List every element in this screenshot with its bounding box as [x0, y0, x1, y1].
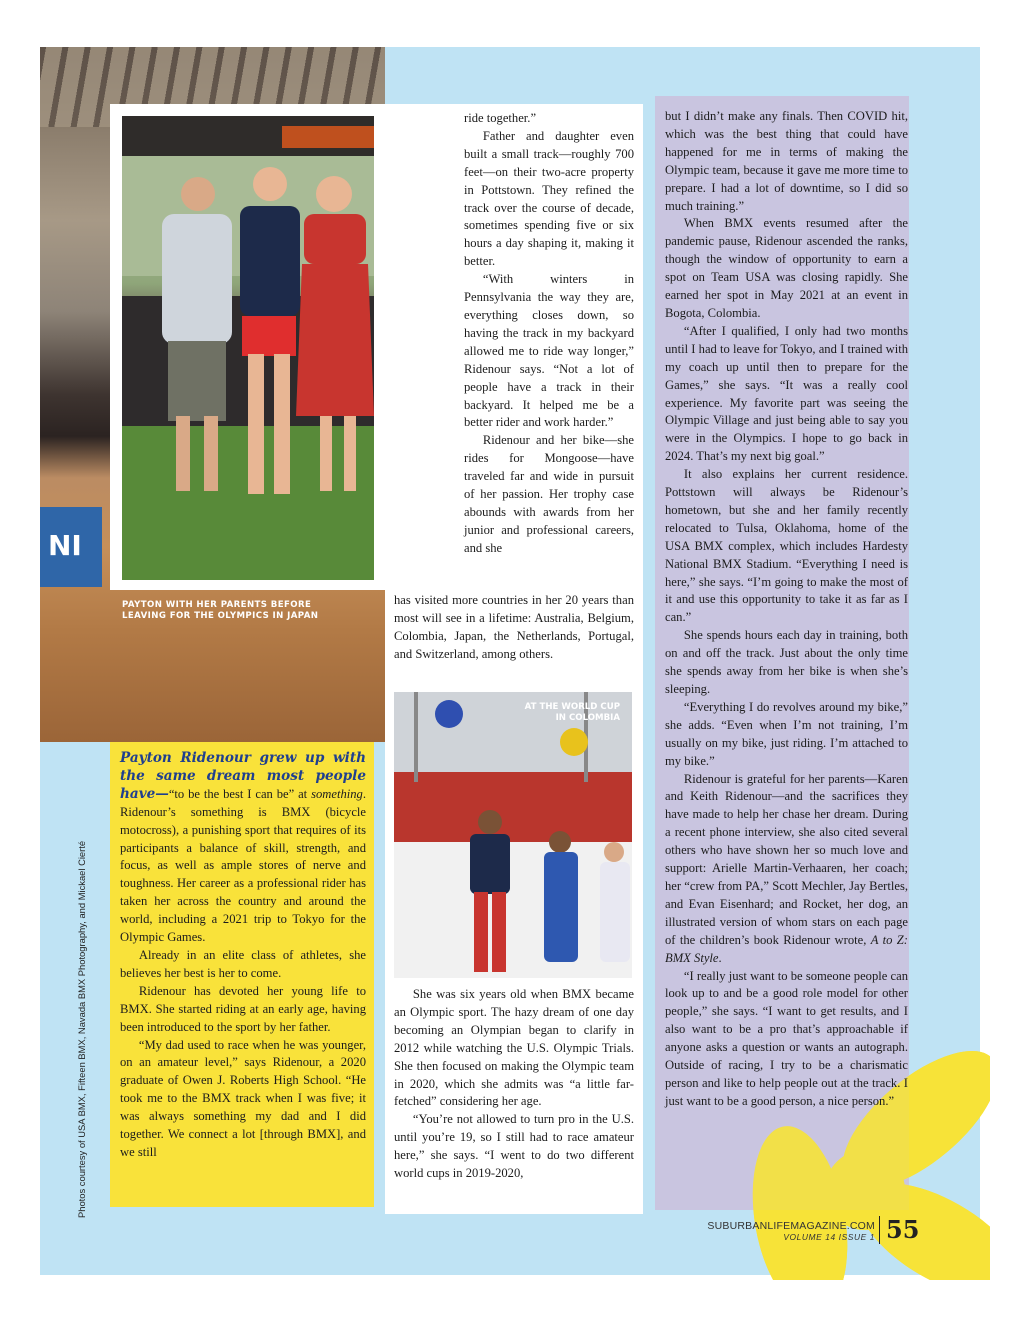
parents-photo-caption: PAYTON WITH HER PARENTS BEFORE LEAVING FOR THE OLYMPICS IN JAPAN [122, 600, 319, 621]
right-paragraph-4: It also explains her current residence. Pottstown will always be Ridenour’s hometown, but she and her family recently relocated to Tulsa, Oklahoma, home of the USA BMX complex, which includes Hardesty National BMX Stadium. “Everything I need is here,” she says. “I’m going to make the most of it and use this opportunity to take it as far as I can.” [665, 467, 908, 625]
footer-site: SUBURBANLIFEMAGAZINE.COM [707, 1220, 875, 1232]
middle-column-bottom-text [394, 986, 634, 1183]
world-cup-photo [394, 692, 632, 978]
parents-photo-overlay [122, 116, 374, 580]
left-paragraph-3: Ridenour has devoted her young life to BMX. She started riding at an early age, having been introduced to the sport by her father. [120, 983, 366, 1034]
footer-volume: VOLUME 14 ISSUE 1 [783, 1232, 875, 1242]
right-paragraph-7 [665, 771, 908, 968]
left-column-text [120, 750, 366, 1162]
middle-paragraph-1: ride together.” [464, 111, 537, 125]
middle-paragraph-4a: Ridenour and her bike—she rides for Mongoose—have traveled far and wide in pursuit of her passion. Her trophy case abounds with awards from her junior and professional careers, and she [464, 433, 634, 555]
world-cup-caption: AT THE WORLD CUP IN COLOMBIA [524, 702, 620, 723]
right-paragraph-7a: Ridenour is grateful for her parents—Karen and Keith Ridenour—and the sacrifices they have made to help her chase her dream. During a recent phone interview, she also cited several others who have shown her so much love and support: Arielle Martin-Verhaaren, her coach; her “crew from PA,” Scott Mechler, Jay Bertles, and Evan Eisenhard; and Rocket, her dog, an illustrated version of whom stars on each page of the children’s book Ridenour wrote, [665, 771, 908, 947]
book-title: A to Z: BMX Style [665, 932, 908, 965]
middle-column-top-text [464, 110, 634, 558]
photo-credit: Photos courtesy of USA BMX, Fifteen BMX, Navada BMX Photography, and Mickael Cierté [76, 840, 87, 1218]
page-number: 55 [879, 1216, 919, 1244]
middle-paragraph-6: “You’re not allowed to turn pro in the U.S. until you’re 19, so I still had to race amateur here,” she says. “I went to do two different world cups in 2019-2020, [394, 1112, 634, 1181]
intro-emphasis: something [311, 786, 363, 801]
intro-paragraph [120, 750, 366, 947]
right-paragraph-3: “After I qualified, I only had two months until I had to leave for Tokyo, and I trained with my coach up until then to prepare for the Games,” she says. “It was a really cool experience. My favorite part was seeing the Olympic Village and just being able to say you were in the Olympics. I hope to go back in 2024. That’s my next big goal.” [665, 323, 908, 464]
right-paragraph-1: but I didn’t make any finals. Then COVID hit, which was the best thing that could have happened for me in terms of making the Olympic team, because it gave me more time to prepare. I had a lot of downtime, so I did so much training.” [665, 109, 908, 213]
middle-paragraph-3: “With winters in Pennsylvania the way they are, everything closes down, so having the track in my backyard allowed me to ride way longer,” Ridenour says. “Not a lot of people have a track in their backyard. It helped me be a better rider and work harder.” [464, 272, 634, 430]
middle-column-wide-text [394, 592, 634, 664]
middle-paragraph-5: She was six years old when BMX became an Olympic sport. The hazy dream of one day becoming an Olympian began to clarify in 2012 while watching the U.S. Olympic Trials. She then focused on making the Olympic team in 2020, which she admits was “a little far-fetched” considering her age. [394, 987, 634, 1109]
footer [707, 1220, 875, 1242]
left-paragraph-4: “My dad used to race when he was younger, on an amateur level,” says Ridenour, a 2020 graduate of Owen J. Roberts High School. “He took me to the BMX track when I was five; it was always something my dad and I did together. We connect a lot [through BMX], and we still [120, 1037, 366, 1159]
intro-text-b: . Ridenour’s something is BMX (bicycle motocross), a punishing sport that requires of its participants a balance of skill, strength, and focus, as well as ample stores of nerve and toughness. Her career as a professional rider has taken her across the country and around the world, including a 2021 trip to Tokyo for the Olympic Games. [120, 786, 366, 945]
middle-paragraph-2: Father and daughter even built a small track—roughly 700 feet—on their two-acre property in Pottstown. They refined the track over the course of decade, sometimes spending five or six hours a day shaping it, making it better. [464, 128, 634, 269]
right-paragraph-5: She spends hours each day in training, both on and off the track. Just about the only time she spends away from her bike is when she’s sleeping. [665, 628, 908, 696]
right-paragraph-7b: . [718, 950, 722, 965]
intro-text-a: “to be the best I can be” at [168, 786, 312, 801]
right-paragraph-2: When BMX events resumed after the pandemic pause, Ridenour ascended the ranks, though the window of opportunity to earn a spot on Team USA was closing rapidly. She earned her spot in May 2021 at an event in Bogota, Colombia. [665, 216, 908, 320]
lead-dash: — [155, 785, 169, 802]
middle-paragraph-4b: has visited more countries in her 20 years than most will see in a lifetime: Australia, Belgium, Colombia, Japan, the Netherlands, Portugal, and Switzerland, among others. [394, 593, 634, 661]
lead-in: Payton Ridenour grew up with the same dream most people have [120, 750, 366, 802]
parents-photo-card-overlay [110, 104, 385, 590]
world-cup-photo-illustration [394, 692, 632, 978]
right-paragraph-6: “Everything I do revolves around my bike,” she adds. “Even when I’m not training, I’m usually on my bike, just riding. I’m attached to my bike.” [665, 699, 908, 768]
right-paragraph-8: “I really just want to be someone people can look up to and be a good role model for other people,” she says. “I want to get results, and I also want to be a pro that’s approachable if anyone asks a question or wants an autograph. Outside of racing, I try to be a charismatic person and like to help people out at the track. I just want to be a good person, a nice person.” [665, 968, 908, 1108]
right-column-text [665, 108, 908, 1111]
parents-photo-overlay-illustration [122, 116, 374, 580]
left-paragraph-2: Already in an elite class of athletes, she believes her best is her to come. [120, 947, 366, 980]
blue-banner-image: NI [40, 507, 102, 587]
